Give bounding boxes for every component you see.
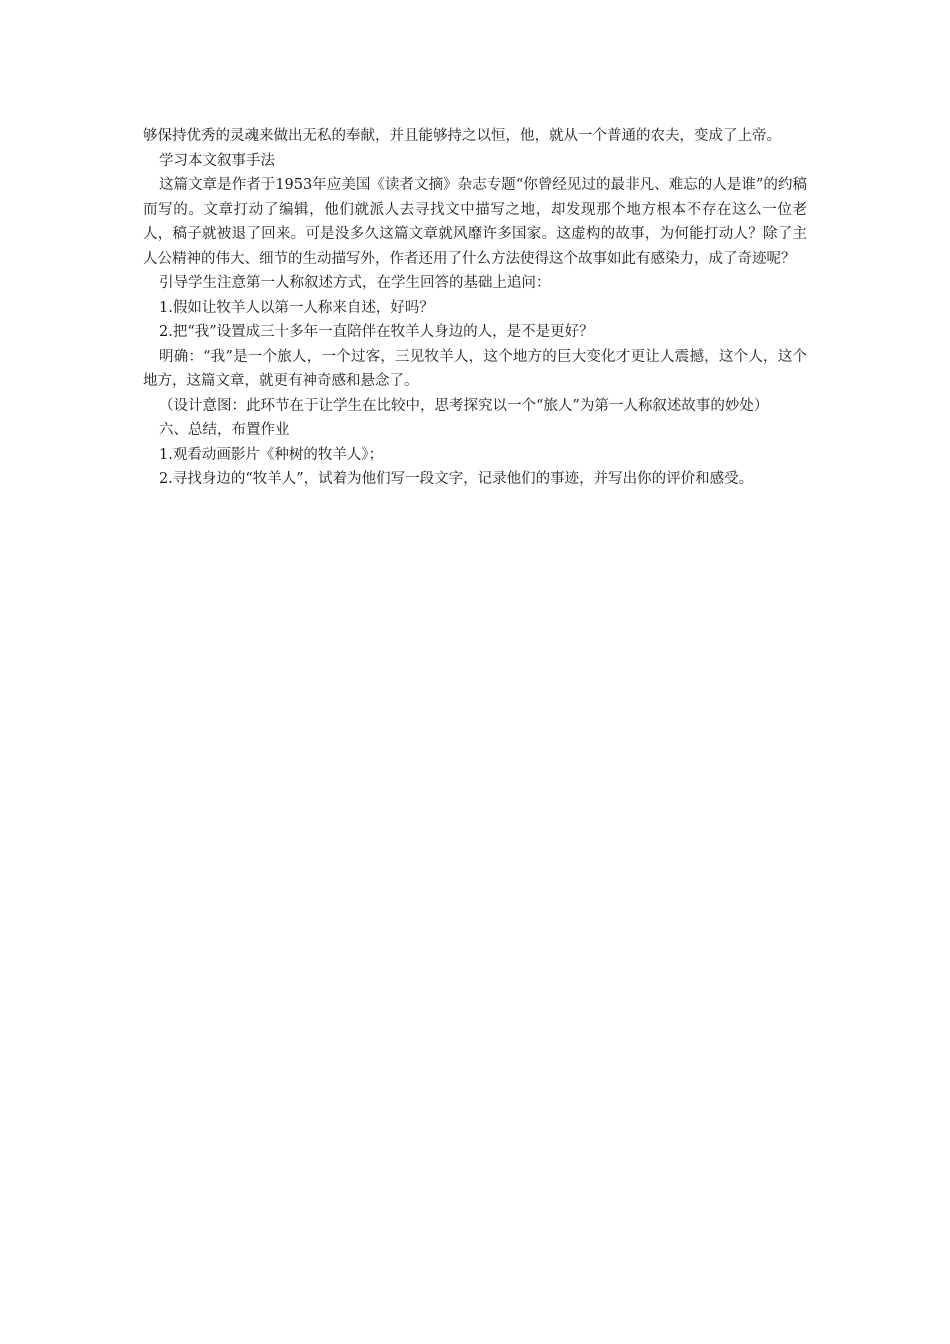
paragraph-continuation: 够保持优秀的灵魂来做出无私的奉献，并且能够持之以恒，他，就从一个普通的农夫，变成了上帝。 <box>143 128 781 144</box>
paragraph-clarification: 明确：“我”是一个旅人，一个过客，三见牧羊人，这个地方的巨大变化才更让人震撼，这个人，这个地方，这篇文章，就更有神奇感和悬念了。 <box>143 348 807 389</box>
section-heading-summary: 六、总结，布置作业 <box>159 422 290 438</box>
homework-item-2: 2.寻找身边的“牧羊人”，试着为他们写一段文字，记录他们的事迹，并写出你的评价和感受。 <box>159 471 754 487</box>
paragraph-guidance: 引导学生注意第一人称叙述方式，在学生回答的基础上追问： <box>159 275 551 291</box>
question-item-2: 2.把“我”设置成三十多年一直陪伴在牧羊人身边的人，是不是更好？ <box>159 324 594 340</box>
homework-item-1: 1.观看动画影片《种树的牧羊人》； <box>159 446 384 463</box>
paragraph-design-intent: （设计意图：此环节在于让学生在比较中，思考探究以一个“旅人”为第一人称叙述故事的妙处） <box>159 397 769 414</box>
section-heading-narrative-technique: 学习本文叙事手法 <box>159 152 275 169</box>
paragraph-article-background: 这篇文章是作者于1953年应美国《读者文摘》杂志专题“你曾经见过的最非凡、难忘的人是谁”的约稿而写的。文章打动了编辑，他们就派人去寻找文中描写之地，却发现那个地方根本不存在这么一位老人，稿子就被退了回来。可是没多久这篇文章就风靡许多国家。这虚构的故事，为何能打动人？除了主人公精神的伟大、细节的生动描写外，作者还用了什么方法使得这个故事如此有感染力，成了奇迹呢？ <box>143 177 807 267</box>
question-item-1: 1.假如让牧羊人以第一人称来自述，好吗？ <box>159 299 434 316</box>
document-body <box>143 124 807 492</box>
